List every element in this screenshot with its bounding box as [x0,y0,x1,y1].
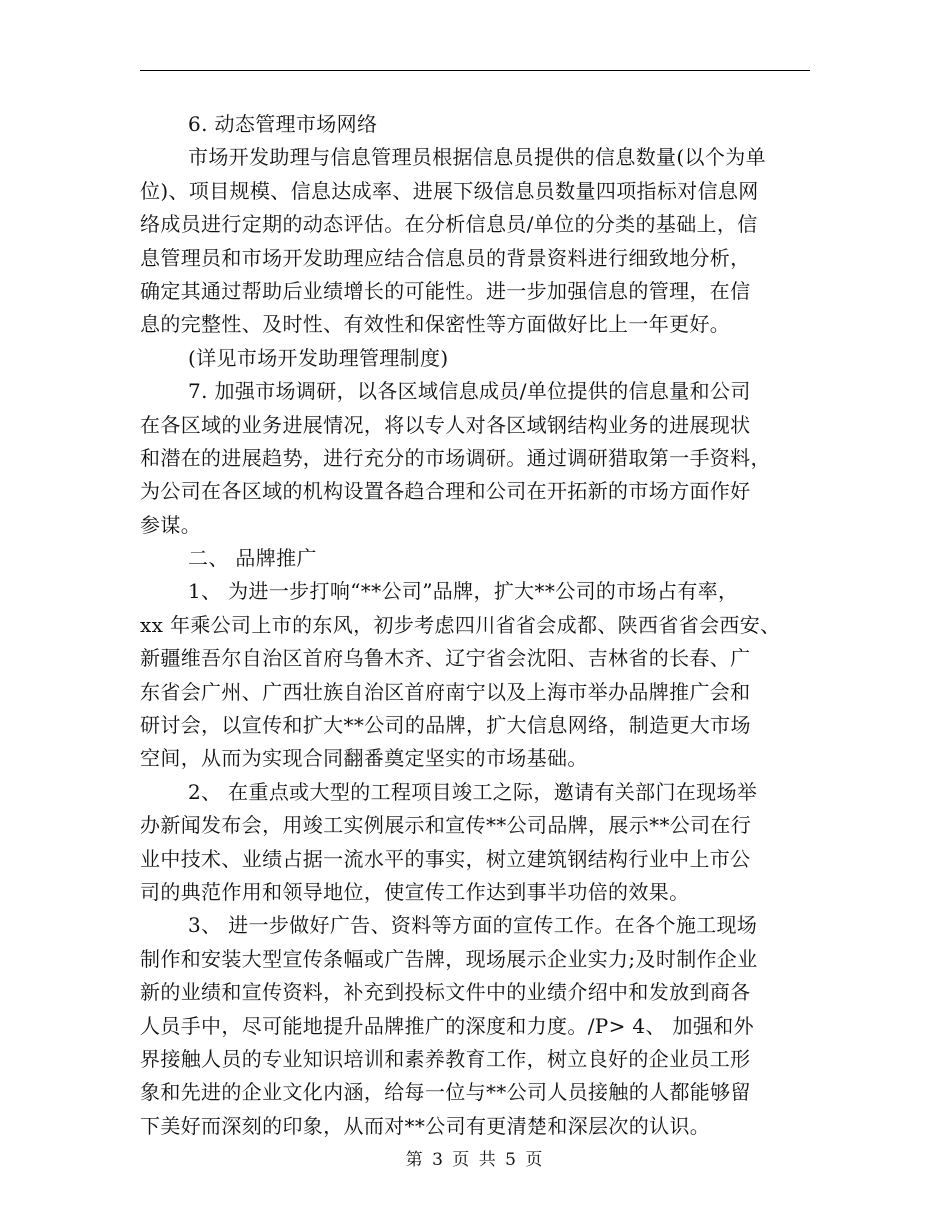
text-line: 界接触人员的专业知识培训和素养教育工作，树立良好的企业员工形 [140,1046,751,1071]
document-body [140,108,810,1143]
text-line: xx 年乘公司上市的东风，初步考虑四川省省会成都、陕西省省会西安、 [140,612,781,637]
text-line: 新的业绩和宣传资料，补充到投标文件中的业绩介绍中和发放到商各 [140,980,751,1005]
text-line: 息的完整性、及时性、有效性和保密性等方面做好比上一年更好。 [140,312,731,337]
text-line: 为公司在各区域的机构设置各趋合理和公司在开拓新的市场方面作好 [140,479,751,504]
text-line: 二、 品牌推广 [188,546,317,571]
text-line: 人员手中，尽可能地提升品牌推广的深度和力度。/P> 4、 加强和外 [140,1013,754,1038]
text-line: 东省会广州、广西壮族自治区首府南宁以及上海市举办品牌推广会和 [140,679,751,704]
text-line: 业中技术、业绩占据一流水平的事实，树立建筑钢结构行业中上市公 [140,846,751,871]
text-line: 研讨会，以宣传和扩大**公司的品牌，扩大信息网络，制造更大市场 [140,713,751,738]
text-line: 司的典范作用和领导地位，使宣传工作达到事半功倍的效果。 [140,879,690,904]
page-number-footer: 第 3 页 共 5 页 [405,1150,545,1170]
text-line: 制作和安装大型宣传条幅或广告牌，现场展示企业实力;及时制作企业 [140,946,758,971]
text-line: 新疆维吾尔自治区首府乌鲁木齐、辽宁省会沈阳、吉林省的长春、广 [140,646,751,671]
text-line: 市场开发助理与信息管理员根据信息员提供的信息数量(以个为单 [188,145,766,170]
text-line: 络成员进行定期的动态评估。在分析信息员/单位的分类的基础上，信 [140,212,758,237]
text-line: 下美好而深刻的印象，从而对**公司有更清楚和深层次的认识。 [140,1113,711,1138]
text-line: 位)、项目规模、信息达成率、进展下级信息员数量四项指标对信息网 [140,178,759,203]
text-line: 在各区域的业务进展情况，将以专人对各区域钢结构业务的进展现状 [140,412,751,437]
text-line: 7. 加强市场调研，以各区域信息成员/单位提供的信息量和公司 [188,379,751,404]
text-line: 确定其通过帮助后业绩增长的可能性。进一步加强信息的管理，在信 [140,278,751,303]
text-line: 息管理员和市场开发助理应结合信息员的背景资料进行细致地分析， [140,245,751,270]
text-line: 象和先进的企业文化内涵，给每一位与**公司人员接触的人都能够留 [140,1080,751,1105]
text-line: 和潜在的进展趋势，进行充分的市场调研。通过调研猎取第一手资料， [140,445,771,470]
text-line: (详见市场开发助理管理制度) [188,345,449,370]
text-line: 1、 为进一步打响“**公司”品牌，扩大**公司的市场占有率， [188,579,739,604]
text-line: 3、 进一步做好广告、资料等方面的宣传工作。在各个施工现场 [188,913,758,938]
text-line: 6. 动态管理市场网络 [188,112,378,136]
text-line: 空间，从而为实现合同翻番奠定坚实的市场基础。 [140,746,588,771]
header-rule [140,70,810,71]
text-line: 2、 在重点或大型的工程项目竣工之际，邀请有关部门在现场举 [188,779,758,804]
text-line: 办新闻发布会，用竣工实例展示和宣传**公司品牌，展示**公司在行 [140,813,752,838]
text-line: 参谋。 [140,512,202,537]
